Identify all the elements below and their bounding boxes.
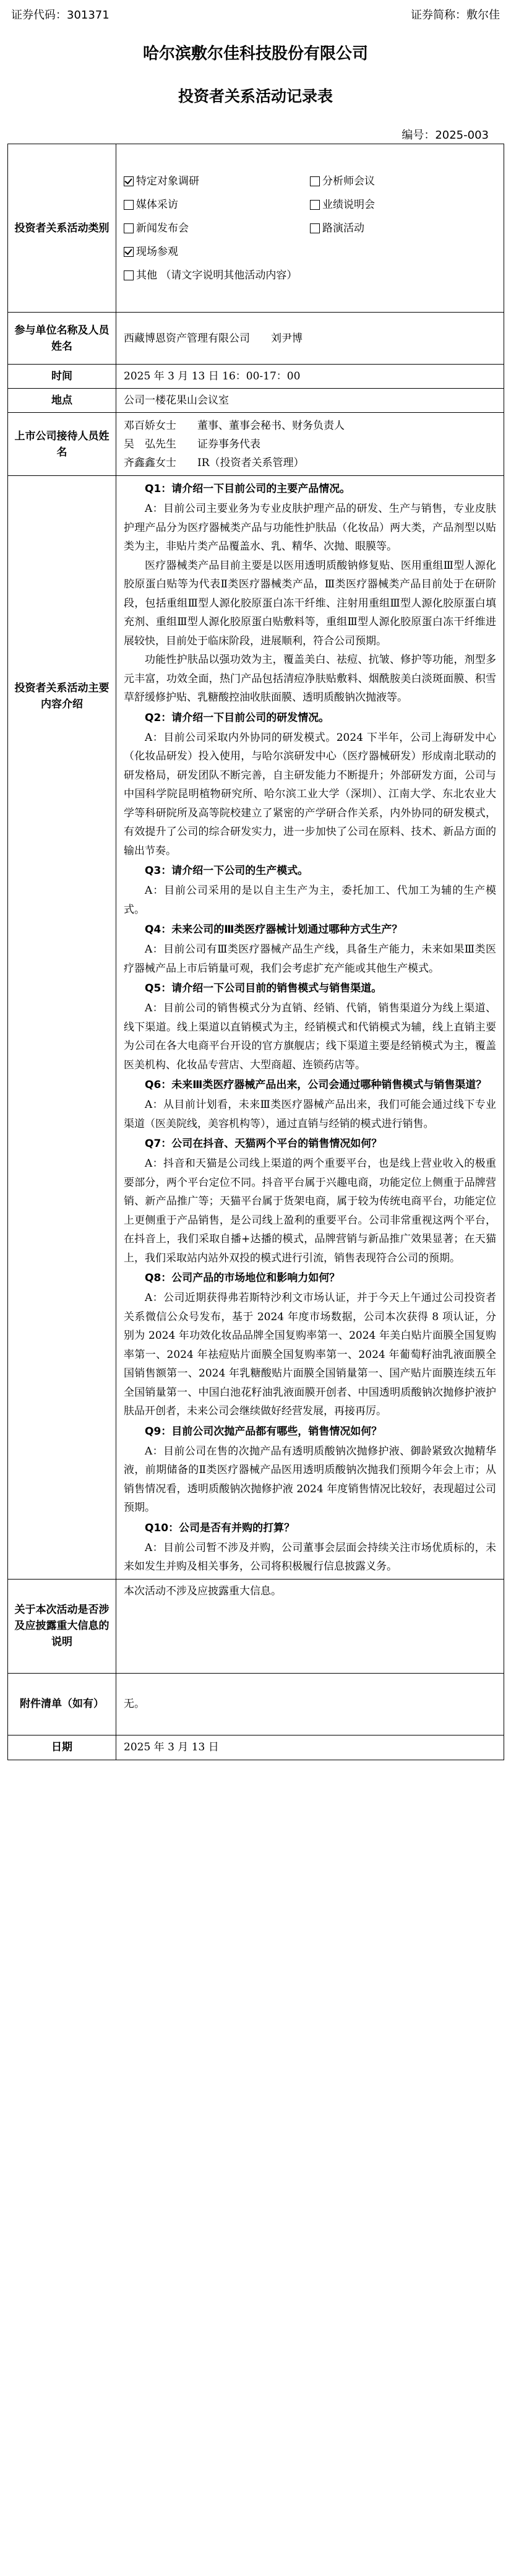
answer-paragraph: 医疗器械类产品目前主要是以医用透明质酸钠修复贴、医用重组Ⅲ型人源化胶原蛋白贴等为代表Ⅱ类医疗器械类产品，Ⅲ类医疗器械类产品目前处于在研阶段，包括重组Ⅲ型人源化胶原蛋白冻干纤维、注射用重组Ⅲ型人源化胶原蛋白填充剂、重组Ⅲ型人源化胶原蛋白贴敷料等，重组Ⅲ型人源化胶原蛋白冻干纤维进展较快，目前处于临床阶段，进展顺利，符合公司预期。 [124, 559, 496, 647]
activity-option[interactable] [124, 197, 310, 213]
document-title: 投资者关系活动记录表 [178, 87, 333, 105]
answer-paragraph: A：目前公司采用的是以自主生产为主，委托加工、代加工为辅的生产模式。 [124, 884, 496, 916]
activity-option-label: 路演活动 [322, 222, 364, 235]
answer-paragraph: A：目前公司采取内外协同的研发模式。2024 下半年，公司上海研发中心（化妆品研发）投入使用，与哈尔滨研发中心（医疗器械研发）形成南北联动的研发格局，研发团队不断完善，自主研发能力不断提升；外部研发方面，公司与中国科学院昆明植物研究所、哈尔滨工业大学（深圳）、江南大学、东北农业大学等科研院所及高等院校建立了紧密的产学研合作关系，内外协同的研发模式，有效提升了公司的综合研发实力，进一步加快了公司在原料、技术、新品方面的输出节奏。 [124, 731, 496, 857]
question: Q6：未来Ⅲ类医疗器械产品出来，公司会通过哪种销售模式与销售渠道？ [145, 1079, 487, 1091]
checkbox-empty-icon[interactable] [310, 176, 320, 186]
checkbox-empty-icon[interactable] [124, 270, 134, 280]
question: Q8：公司产品的市场地位和影响力如何？ [145, 1272, 340, 1284]
activity-option[interactable] [310, 220, 496, 236]
receptionist-line: 吴 弘先生 证券事务代表 [124, 438, 260, 451]
answer-paragraph: A：从目前计划看，未来Ⅲ类医疗器械产品出来，我们可能会通过线下专业渠道（医美院线，美容机构等），通过直销与经销的模式进行销售。 [124, 1099, 496, 1130]
activity-option[interactable] [310, 197, 496, 213]
row-receptionists [8, 413, 504, 476]
receptionists-list [116, 413, 504, 476]
checkbox-empty-icon[interactable] [124, 200, 134, 210]
question: Q3：请介绍一下公司的生产模式。 [145, 865, 309, 877]
answer-paragraph: 功能性护肤品以强功效为主，覆盖美白、祛痘、抗皱、修护等功能，剂型多元丰富，功效全面，热门产品包括清痘净肤贴敷料、烟酰胺美白淡斑面膜、积雪草舒缓修护贴、乳糖酸控油收肤面膜、透明质酸钠次抛液等。 [124, 654, 496, 704]
row-content [8, 476, 504, 1580]
row-location [8, 389, 504, 413]
activity-option-label: 媒体采访 [136, 198, 178, 211]
location-label: 地点 [8, 389, 116, 413]
question: Q1：请介绍一下目前公司的主要产品情况。 [145, 483, 351, 495]
answer-paragraph: A：目前公司的销售模式分为直销、经销、代销，销售渠道分为线上渠道、线下渠道。线上渠道以直销模式为主，经销模式和代销模式为辅，线上直销主要为公司在各大电商平台开设的官方旗舰店；线下渠道主要是经销模式为主，覆盖医美机构、化妆品专营店、大型商超、连锁药店等。 [124, 1002, 496, 1071]
attachments-label: 附件清单（如有） [8, 1673, 116, 1735]
row-attachments [8, 1673, 504, 1735]
question: Q5：请介绍一下公司目前的销售模式与销售渠道。 [145, 982, 382, 995]
attachments-value: 无。 [116, 1673, 504, 1735]
activity-option-label: 其他 （请文字说明其他活动内容） [136, 269, 298, 282]
activity-option[interactable] [124, 244, 310, 260]
activity-option[interactable] [124, 220, 310, 236]
activity-option[interactable] [124, 173, 310, 189]
answer-paragraph: A：目前公司有Ⅲ类医疗器械产品生产线，具备生产能力，未来如果Ⅲ类医疗器械产品上市后销量可观，我们会考虑扩充产能或其他生产模式。 [124, 943, 496, 975]
checkbox-empty-icon[interactable] [124, 223, 134, 233]
activity-option[interactable] [124, 267, 496, 283]
answer-paragraph: A：目前公司主要业务为专业皮肤护理产品的研发、生产与销售，专业皮肤护理产品分为医疗器械类产品与功能性护肤品（化妆品）两大类，产品剂型以贴类为主，非贴片类产品覆盖水、乳、精华、次抛、眼膜等。 [124, 503, 496, 553]
question: Q2：请介绍一下目前公司的研发情况。 [145, 711, 330, 724]
activity-type-label: 投资者关系活动类别 [8, 144, 116, 313]
top-line [11, 6, 500, 21]
record-table [7, 144, 504, 1760]
company-name: 哈尔滨敷尔佳科技股份有限公司 [142, 45, 368, 63]
date-label: 日期 [8, 1735, 116, 1760]
activity-option-label: 业绩说明会 [322, 198, 375, 211]
question: Q10：公司是否有并购的打算？ [145, 1521, 295, 1534]
row-activity-type [8, 144, 504, 313]
activity-option[interactable] [310, 173, 496, 189]
activity-option-label: 特定对象调研 [136, 175, 199, 188]
checkbox-empty-icon[interactable] [310, 223, 320, 233]
content-label: 投资者关系活动主要内容介绍 [8, 476, 116, 1580]
activity-option-label: 分析师会议 [322, 175, 375, 188]
checkbox-checked-icon[interactable] [124, 247, 134, 257]
activity-type-options [116, 144, 504, 313]
row-disclosure [8, 1579, 504, 1673]
row-time [8, 365, 504, 389]
checkbox-empty-icon[interactable] [310, 200, 320, 210]
activity-option-label: 现场参观 [136, 245, 178, 258]
time-value: 2025 年 3 月 13 日 16：00-17：00 [116, 365, 504, 389]
stock-abbr: 证券简称：敷尔佳 [411, 9, 500, 22]
participants-label: 参与单位名称及人员姓名 [8, 313, 116, 365]
qa-section [116, 476, 504, 1580]
receptionist-line: 邓百娇女士 董事、董事会秘书、财务负责人 [124, 419, 345, 432]
participants-value: 西藏博恩资产管理有限公司 刘尹博 [116, 313, 504, 365]
disclosure-value: 本次活动不涉及应披露重大信息。 [116, 1579, 504, 1673]
answer-paragraph: A：公司近期获得弗若斯特沙利文市场认证，并于今天上午通过公司投资者关系微信公众号发布，基于 2024 年度市场数据，公司本次获得 8 项认证，分别为 2024 年功效化妆品品牌全国复购率第一、2024 年美白贴片面膜全国复购率第一、2024 年祛痘贴片面膜全国复购率第一、2024 年葡萄籽油乳液面膜全国销售额第一、2024 年乳糖酸贴片面膜全国销量第一、国产贴片面膜连续五年全国销量第一、中国白池花籽油乳液面膜开创者、中国透明质酸钠次抛修护液护肤品开创者，未来公司会继续做好经营发展，再接再厉。 [124, 1292, 496, 1417]
row-date [8, 1735, 504, 1760]
date-value: 2025 年 3 月 13 日 [116, 1735, 504, 1760]
row-participants [8, 313, 504, 365]
receptionists-label: 上市公司接待人员姓名 [8, 413, 116, 476]
stock-code: 证券代码：301371 [11, 9, 110, 22]
time-label: 时间 [8, 365, 116, 389]
activity-option-label: 新闻发布会 [136, 222, 189, 235]
location-value: 公司一楼花果山会议室 [116, 389, 504, 413]
document-number: 编号：2025-003 [402, 129, 489, 142]
answer-paragraph: A：目前公司暂不涉及并购，公司董事会层面会持续关注市场优质标的，未来如发生并购及相关事务，公司将积极履行信息披露义务。 [124, 1541, 496, 1573]
disclosure-label: 关于本次活动是否涉及应披露重大信息的说明 [8, 1579, 116, 1673]
question: Q4：未来公司的Ⅲ类医疗器械计划通过哪种方式生产？ [145, 923, 403, 936]
answer-paragraph: A：抖音和天猫是公司线上渠道的两个重要平台，也是线上营业收入的极重要部分，两个平台定位不同。抖音平台属于兴趣电商，功能定位上侧重于品牌营销、新产品推广等；天猫平台属于货架电商，属于较为传统电商平台，功能定位上更侧重于产品销售，是公司线上盈利的重要平台。公司非常重视这两个平台，在抖音上，我们采取自播+达播的模式，品牌营销与新品推广效果显著；在天猫上，我们采取站内站外双投的模式进行引流，销售表现符合公司的预期。 [124, 1157, 496, 1264]
receptionist-line: 齐鑫鑫女士 IR（投资者关系管理） [124, 456, 304, 469]
answer-paragraph: A：目前公司在售的次抛产品有透明质酸钠次抛修护液、御龄紧致次抛精华液，前期储备的Ⅱ类医疗器械产品医用透明质酸钠次抛我们预期今年会上市；从销售情况看，透明质酸钠次抛修护液 2024 年度销售情况比较好，表现超过公司预期。 [124, 1445, 496, 1514]
question: Q9：目前公司次抛产品都有哪些，销售情况如何？ [145, 1425, 382, 1438]
checkbox-checked-icon[interactable] [124, 176, 134, 186]
question: Q7：公司在抖音、天猫两个平台的销售情况如何？ [145, 1138, 382, 1150]
